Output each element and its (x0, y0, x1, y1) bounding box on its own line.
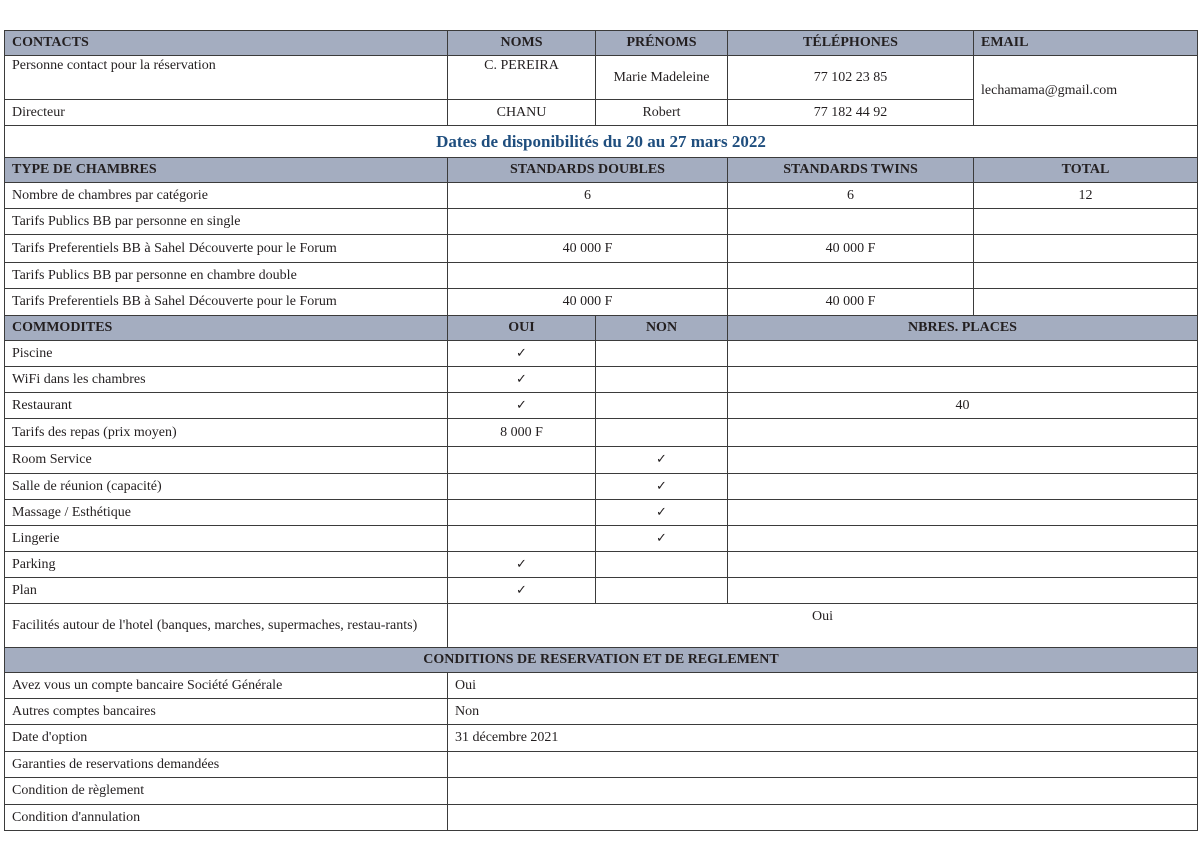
room-row-label: Tarifs Preferentiels BB à Sahel Découverte pour le Forum (5, 289, 448, 316)
contact-name: C. PEREIRA (448, 56, 596, 100)
contact-role: Directeur (5, 100, 448, 126)
amenity-non-check (596, 341, 728, 367)
amenity-non-check (596, 367, 728, 393)
facilities-row (5, 604, 1198, 648)
room-total-value (974, 289, 1198, 316)
amenity-oui-check: ✓ (448, 578, 596, 604)
room-row (5, 183, 1198, 209)
amenity-label: Restaurant (5, 393, 448, 419)
contact-name: CHANU (448, 100, 596, 126)
hotel-reservation-form (4, 30, 1198, 831)
standards-twins-header: STANDARDS TWINS (728, 158, 974, 183)
room-row-label: Tarifs Preferentiels BB à Sahel Découverte pour le Forum (5, 235, 448, 263)
total-header: TOTAL (974, 158, 1198, 183)
condition-value: Oui (448, 673, 1198, 699)
contact-phone: 77 182 44 92 (728, 100, 974, 126)
condition-value (448, 778, 1198, 805)
room-row (5, 209, 1198, 235)
condition-row (5, 673, 1198, 699)
noms-header: NOMS (448, 31, 596, 56)
amenity-places: 40 (728, 393, 1198, 419)
amenity-row (5, 393, 1198, 419)
amenity-row (5, 474, 1198, 500)
contact-row (5, 56, 1198, 100)
contact-email: lechamama@gmail.com (974, 56, 1198, 126)
room-row-label: Nombre de chambres par catégorie (5, 183, 448, 209)
amenity-row (5, 367, 1198, 393)
amenity-places (728, 367, 1198, 393)
commodites-header: COMMODITES (5, 316, 448, 341)
room-total-value (974, 235, 1198, 263)
amenity-row (5, 500, 1198, 526)
room-total-value: 12 (974, 183, 1198, 209)
condition-value: 31 décembre 2021 (448, 725, 1198, 752)
amenity-non-check (596, 552, 728, 578)
availability-banner-row (5, 126, 1198, 158)
room-row (5, 235, 1198, 263)
amenity-label: Massage / Esthétique (5, 500, 448, 526)
room-total-value (974, 209, 1198, 235)
non-header: NON (596, 316, 728, 341)
telephones-header: TÉLÉPHONES (728, 31, 974, 56)
amenity-oui-value: 8 000 F (448, 419, 596, 447)
room-row-label: Tarifs Publics BB par personne en single (5, 209, 448, 235)
contacts-header: CONTACTS (5, 31, 448, 56)
amenity-label: Tarifs des repas (prix moyen) (5, 419, 448, 447)
amenity-label: Plan (5, 578, 448, 604)
facilities-label: Facilités autour de l'hotel (banques, marches, supermaches, restau-rants) (5, 604, 448, 648)
rooms-header-row (5, 158, 1198, 183)
amenity-row (5, 419, 1198, 447)
amenity-oui-check (448, 500, 596, 526)
room-type-header: TYPE DE CHAMBRES (5, 158, 448, 183)
amenity-oui-check: ✓ (448, 393, 596, 419)
room-total-value (974, 263, 1198, 289)
amenity-places (728, 419, 1198, 447)
room-row (5, 289, 1198, 316)
facilities-value: Oui (448, 604, 1198, 648)
room-doubles-value (448, 263, 728, 289)
room-doubles-value: 40 000 F (448, 289, 728, 316)
condition-label: Garanties de reservations demandées (5, 752, 448, 778)
amenity-label: Parking (5, 552, 448, 578)
condition-label: Date d'option (5, 725, 448, 752)
amenity-non-check: ✓ (596, 500, 728, 526)
condition-value (448, 805, 1198, 831)
amenity-row (5, 552, 1198, 578)
room-twins-value: 6 (728, 183, 974, 209)
conditions-header-row (5, 648, 1198, 673)
amenity-label: Piscine (5, 341, 448, 367)
conditions-header: CONDITIONS DE RESERVATION ET DE REGLEMENT (5, 648, 1198, 673)
amenity-oui-check (448, 526, 596, 552)
room-twins-value: 40 000 F (728, 289, 974, 316)
condition-row (5, 778, 1198, 805)
contact-role: Personne contact pour la réservation (5, 56, 448, 100)
amenity-non-check: ✓ (596, 447, 728, 474)
amenity-row (5, 526, 1198, 552)
standards-doubles-header: STANDARDS DOUBLES (448, 158, 728, 183)
amenity-label: Room Service (5, 447, 448, 474)
contact-firstname: Marie Madeleine (596, 56, 728, 100)
amenity-places (728, 526, 1198, 552)
room-row (5, 263, 1198, 289)
amenity-oui-check: ✓ (448, 367, 596, 393)
amenity-row (5, 447, 1198, 474)
amenity-label: WiFi dans les chambres (5, 367, 448, 393)
room-twins-value (728, 209, 974, 235)
amenity-label: Lingerie (5, 526, 448, 552)
amenity-row (5, 341, 1198, 367)
oui-header: OUI (448, 316, 596, 341)
amenity-oui-check (448, 474, 596, 500)
room-doubles-value: 40 000 F (448, 235, 728, 263)
amenity-oui-check (448, 447, 596, 474)
availability-banner: Dates de disponibilités du 20 au 27 mars 2022 (5, 126, 1198, 158)
condition-label: Condition de règlement (5, 778, 448, 805)
amenity-places (728, 447, 1198, 474)
amenity-places (728, 500, 1198, 526)
contacts-header-row (5, 31, 1198, 56)
amenity-places (728, 341, 1198, 367)
condition-label: Avez vous un compte bancaire Société Générale (5, 673, 448, 699)
amenity-non-check: ✓ (596, 526, 728, 552)
amenity-non-check (596, 578, 728, 604)
amenity-oui-check: ✓ (448, 552, 596, 578)
amenity-oui-check: ✓ (448, 341, 596, 367)
amenity-non-check (596, 393, 728, 419)
amenity-row (5, 578, 1198, 604)
condition-label: Condition d'annulation (5, 805, 448, 831)
condition-value: Non (448, 699, 1198, 725)
condition-row (5, 725, 1198, 752)
condition-row (5, 699, 1198, 725)
contact-firstname: Robert (596, 100, 728, 126)
amenity-places (728, 578, 1198, 604)
amenity-places (728, 552, 1198, 578)
room-twins-value (728, 263, 974, 289)
email-header: EMAIL (974, 31, 1198, 56)
amenity-non-check: ✓ (596, 474, 728, 500)
condition-row (5, 805, 1198, 831)
amenity-non-check (596, 419, 728, 447)
room-doubles-value: 6 (448, 183, 728, 209)
amenity-places (728, 474, 1198, 500)
prenoms-header: PRÉNOMS (596, 31, 728, 56)
room-row-label: Tarifs Publics BB par personne en chambre double (5, 263, 448, 289)
room-doubles-value (448, 209, 728, 235)
condition-value (448, 752, 1198, 778)
condition-row (5, 752, 1198, 778)
amenities-header-row (5, 316, 1198, 341)
contact-phone: 77 102 23 85 (728, 56, 974, 100)
amenity-label: Salle de réunion (capacité) (5, 474, 448, 500)
room-twins-value: 40 000 F (728, 235, 974, 263)
condition-label: Autres comptes bancaires (5, 699, 448, 725)
places-header: NBRES. PLACES (728, 316, 1198, 341)
